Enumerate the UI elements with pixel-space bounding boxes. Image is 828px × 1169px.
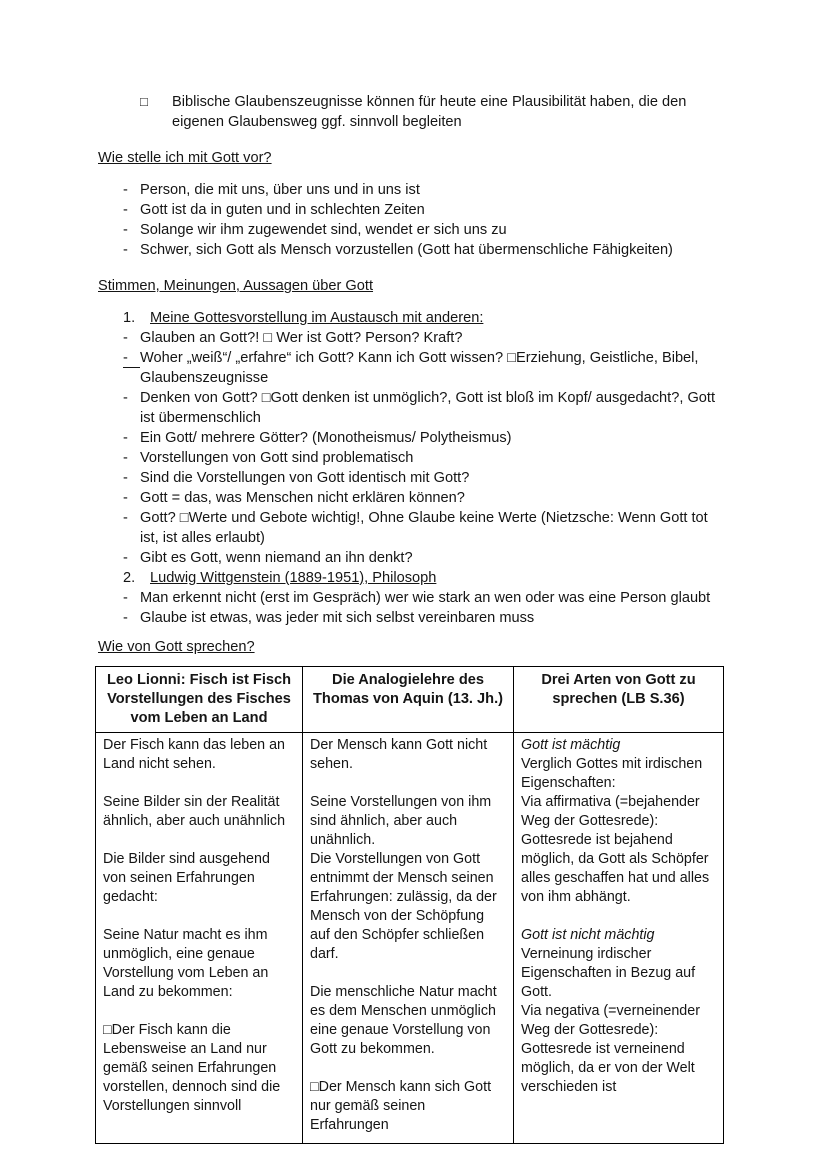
list-item: [123, 448, 730, 468]
table-header-drei-arten: Drei Arten von Gott zu sprechen (LB S.36): [514, 667, 724, 733]
list-item: [123, 240, 730, 260]
paragraph: Der Fisch kann das leben an Land nicht sehen.: [103, 737, 285, 772]
paragraph: □Der Fisch kann die Lebensweise an Land nur gemäß seinen Erfahrungen vorstellen, dennoch sind die Vorstellungen sinnvoll: [103, 1022, 281, 1114]
list-item-text: Sind die Vorstellungen von Gott identisch mit Gott?: [140, 470, 470, 486]
list-item-text: Glaube ist etwas, was jeder mit sich selbst vereinbaren muss: [140, 610, 535, 626]
paragraph-italic: Gott ist nicht mächtig: [521, 927, 655, 943]
heading-wie-von-gott-sprechen: Wie von Gott sprechen?: [98, 639, 255, 655]
paragraph-italic: Gott ist mächtig: [521, 737, 621, 753]
dash-marker: -: [123, 550, 128, 566]
paragraph: Der Mensch kann Gott nicht sehen.: [310, 737, 488, 772]
paragraph: □Der Mensch kann sich Gott nur gemäß seinen Erfahrungen: [310, 1079, 492, 1133]
table-cell-drei-arten: [514, 733, 724, 1144]
list-item-text: Gott? □Werte und Gebote wichtig!, Ohne Glaube keine Werte (Nietzsche: Wenn Gott tot ist, ist alles erlaubt): [140, 510, 708, 546]
box-bullet-marker: □: [140, 94, 148, 109]
dash-marker: -: [123, 242, 128, 258]
list-item: [123, 220, 730, 240]
paragraph: Verneinung irdischer Eigenschaften in Bezug auf Gott.: [521, 946, 696, 1000]
comparison-table: [95, 666, 724, 1144]
list-item-text: Solange wir ihm zugewendet sind, wendet er sich uns zu: [140, 222, 507, 238]
dash-marker: -: [123, 470, 128, 486]
numbered-item-1: [123, 308, 730, 328]
list-item: [123, 508, 730, 548]
number-marker: 2.: [123, 570, 136, 586]
list-item: [123, 428, 730, 448]
list-item: [123, 348, 730, 388]
dash-marker: -: [123, 222, 128, 238]
list-item: [123, 488, 730, 508]
paragraph: Seine Vorstellungen von ihm sind ähnlich, aber auch unähnlich.: [310, 794, 492, 848]
dash-marker: -: [123, 490, 128, 506]
list-item: [123, 548, 730, 568]
dash-list-gottesbild: [98, 180, 730, 260]
number-marker: 1.: [123, 310, 136, 326]
dash-marker: -: [123, 450, 128, 466]
list-item-text: Denken von Gott? □Gott denken ist unmöglich?, Gott ist bloß im Kopf/ ausgedacht?, Gott ist übermenschlich: [140, 390, 716, 426]
mixed-list-stimmen: [98, 308, 730, 628]
table-header-analogielehre: Die Analogielehre des Thomas von Aquin (13. Jh.): [303, 667, 514, 733]
list-item-text: Person, die mit uns, über uns und in uns ist: [140, 182, 420, 198]
dash-marker-underlined: -: [123, 348, 140, 368]
paragraph: Seine Natur macht es ihm unmöglich, eine genaue Vorstellung vom Leben an Land zu bekommen:: [103, 927, 269, 1000]
table-body-row: [96, 733, 724, 1144]
list-item-text: Ein Gott/ mehrere Götter? (Monotheismus/ Polytheismus): [140, 430, 512, 446]
list-item: [123, 200, 730, 220]
list-item-text: Gibt es Gott, wenn niemand an ihn denkt?: [140, 550, 413, 566]
heading-stimmen-meinungen-aussagen: Stimmen, Meinungen, Aussagen über Gott: [98, 278, 374, 294]
list-item-text: Gott = das, was Menschen nicht erklären können?: [140, 490, 465, 506]
dash-marker: -: [123, 330, 128, 346]
dash-marker: -: [123, 510, 128, 526]
table-cell-aquin: [303, 733, 514, 1144]
list-item: [123, 388, 730, 428]
numbered-item-text: Ludwig Wittgenstein (1889-1951), Philosoph: [150, 570, 437, 586]
dash-marker: -: [123, 430, 128, 446]
intro-list-item: [98, 92, 730, 132]
list-item: [123, 608, 730, 628]
table-header-row: [96, 667, 724, 733]
list-item-text: Vorstellungen von Gott sind problematisch: [140, 450, 414, 466]
dash-marker: -: [123, 610, 128, 626]
dash-marker: -: [123, 590, 128, 606]
list-item: [123, 588, 730, 608]
list-item-text: Woher „weiß“/ „erfahre“ ich Gott? Kann ich Gott wissen? □Erziehung, Geistliche, Bibel, Glaubenszeugnisse: [140, 350, 699, 386]
dash-marker: -: [123, 202, 128, 218]
list-item: [123, 468, 730, 488]
intro-list-item-text: Biblische Glaubenszeugnisse können für heute eine Plausibilität haben, die den eigenen Glaubensweg ggf. sinnvoll begleiten: [172, 94, 687, 130]
paragraph: Via negativa (=verneinender Weg der Gottesrede): Gottesrede ist verneinend möglich, da er von der Welt verschieden ist: [521, 1003, 700, 1095]
list-item-text: Gott ist da in guten und in schlechten Zeiten: [140, 202, 425, 218]
dash-marker: -: [123, 390, 128, 406]
paragraph: Die Bilder sind ausgehend von seinen Erfahrungen gedacht:: [103, 851, 270, 905]
paragraph: Seine Bilder sin der Realität ähnlich, aber auch unähnlich: [103, 794, 286, 829]
paragraph: Via affirmativa (=bejahender Weg der Gottesrede): Gottesrede ist bejahend möglich, da Gott als Schöpfer alles geschaffen hat und alles von ihm abhängt.: [521, 794, 710, 905]
numbered-item-2: [123, 568, 730, 588]
table-header-leo-lionni: Leo Lionni: Fisch ist Fisch Vorstellungen des Fisches vom Leben an Land: [96, 667, 303, 733]
list-item-text: Man erkennt nicht (erst im Gespräch) wer wie stark an wen oder was eine Person glaubt: [140, 590, 711, 606]
list-item: [123, 180, 730, 200]
paragraph: Die Vorstellungen von Gott entnimmt der Mensch seinen Erfahrungen: zulässig, da der Mensch von der Schöpfung auf den Schöpfer schließen darf.: [310, 851, 497, 962]
list-item: [123, 328, 730, 348]
list-item-text: Schwer, sich Gott als Mensch vorzustellen (Gott hat übermenschliche Fähigkeiten): [140, 242, 673, 258]
paragraph: Die menschliche Natur macht es dem Menschen unmöglich eine genaue Vorstellung von Gott zu bekommen.: [310, 984, 497, 1057]
dash-marker: -: [123, 182, 128, 198]
paragraph: Verglich Gottes mit irdischen Eigenschaften:: [521, 756, 703, 791]
numbered-item-text: Meine Gottesvorstellung im Austausch mit anderen:: [150, 310, 484, 326]
table-cell-fisch: [96, 733, 303, 1144]
list-item-text: Glauben an Gott?! □ Wer ist Gott? Person? Kraft?: [140, 330, 463, 346]
heading-wie-stelle-ich-mit-gott-vor: Wie stelle ich mit Gott vor?: [98, 150, 272, 166]
